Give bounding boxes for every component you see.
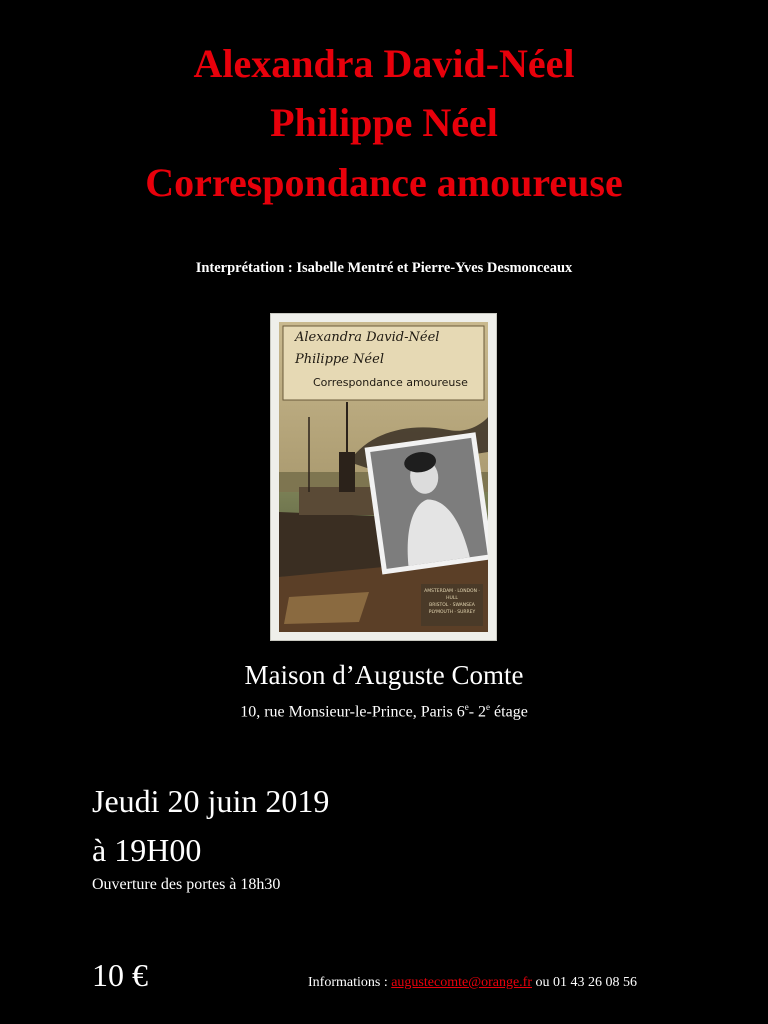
- cover-author-1: Alexandra David-Néel: [295, 330, 440, 345]
- address-part: 10, rue Monsieur-le-Prince, Paris 6: [240, 703, 465, 721]
- event-time: à 19H00: [92, 832, 202, 868]
- cover-author-2: Philippe Néel: [295, 352, 384, 367]
- cover-poster-line: BRISTOL · SWANSEA: [429, 603, 475, 608]
- performers-credit: Interprétation : Isabelle Mentré et Pierre-Yves Desmonceaux: [195, 260, 573, 276]
- title-line-1: Alexandra David-Néel: [193, 41, 575, 86]
- book-cover-image: [279, 322, 488, 632]
- address-part: - 2: [468, 703, 487, 721]
- phone-number: ou 01 43 26 08 56: [532, 975, 637, 990]
- cover-subtitle: Correspondance amoureuse: [313, 376, 468, 389]
- email-link[interactable]: augustecomte@orange.fr: [391, 975, 532, 990]
- ticket-price: 10 €: [92, 957, 148, 993]
- title-line-2: Philippe Néel: [270, 100, 498, 145]
- venue-address: [0, 702, 768, 721]
- address-sup: e: [486, 702, 491, 712]
- book-cover-illustration: [279, 322, 488, 632]
- cover-poster-text: [423, 588, 481, 616]
- book-cover-frame: [270, 313, 497, 641]
- event-date: Jeudi 20 juin 2019: [92, 783, 330, 819]
- doors-opening: Ouverture des portes à 18h30: [92, 876, 281, 893]
- address-part: étage: [490, 703, 528, 721]
- venue-name: Maison d’Auguste Comte: [244, 660, 524, 690]
- cover-poster-line: PLYMOUTH · SURREY: [428, 610, 476, 615]
- info-label: Informations :: [308, 975, 392, 990]
- cover-poster-line: AMSTERDAM · LONDON · HULL: [424, 589, 480, 601]
- address-sup: e: [464, 702, 469, 712]
- title-line-3: Correspondance amoureuse: [145, 160, 623, 205]
- contact-info: [308, 975, 637, 991]
